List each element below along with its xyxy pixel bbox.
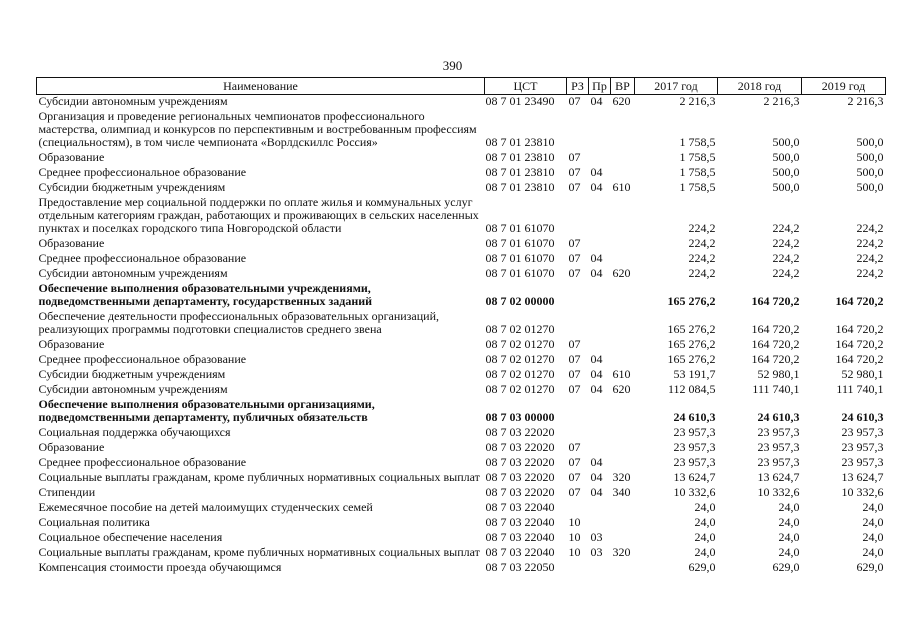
row-rz: 07 [568,150,581,164]
row-cst: 08 7 01 23810 [485,165,555,179]
row-vr: 610 [612,180,631,194]
header-rz: РЗ [567,78,589,95]
row-vr [611,353,635,368]
row-value-2018: 24,0 [778,545,800,559]
row-cst: 08 7 02 01270 [485,352,555,366]
row-value-2018: 10 332,6 [757,485,800,499]
row-value-2018: 111 740,1 [752,382,800,396]
row-rz: 07 [568,485,581,499]
row-cst: 08 7 02 01270 [485,322,555,336]
row-value-2017: 23 957,3 [673,440,716,454]
row-cst: 08 7 01 23810 [485,135,555,149]
table-row [37,516,886,531]
row-value-2018: 2 216,3 [763,94,800,108]
row-rz: 07 [568,251,581,265]
header-cst: ЦСТ [485,78,567,95]
row-pr [589,151,611,166]
row-cst: 08 7 03 22040 [485,545,555,559]
row-pr: 04 [590,352,603,366]
row-value-2018: 164 720,2 [751,322,800,336]
row-value-2017: 112 084,5 [667,382,716,396]
row-pr [589,516,611,531]
table-row [37,456,886,471]
row-value-2019: 224,2 [856,221,884,235]
row-rz: 10 [568,530,581,544]
row-value-2019: 224,2 [856,236,884,250]
row-value-2019: 2 216,3 [847,94,884,108]
table-row [37,181,886,196]
table-row [37,282,886,310]
row-value-2017: 224,2 [688,236,716,250]
row-vr [611,456,635,471]
header-vr: ВР [611,78,635,95]
row-pr: 04 [590,485,603,499]
row-value-2018: 224,2 [772,251,800,265]
row-value-2019: 24,0 [862,530,884,544]
table-row [37,486,886,501]
row-value-2018: 164 720,2 [751,352,800,366]
row-vr [611,252,635,267]
row-name: Субсидии автономным учреждениям [38,266,228,280]
row-name: Образование [38,236,105,250]
table-row [37,237,886,252]
row-rz: 10 [568,515,581,529]
row-cst: 08 7 03 22020 [485,455,555,469]
table-row [37,151,886,166]
row-name: Ежемесячное пособие на детей малоимущих студенческих семей [38,500,373,514]
row-pr [589,196,611,237]
row-rz: 07 [568,440,581,454]
row-pr [589,237,611,252]
row-cst: 08 7 01 23490 [485,94,555,108]
row-value-2019: 629,0 [856,560,884,574]
row-value-2019: 500,0 [856,165,884,179]
table-row [37,338,886,353]
header-2018: 2018 год [718,78,802,95]
row-cst: 08 7 01 61070 [485,221,555,235]
row-name: Образование [38,150,105,164]
row-pr: 03 [590,530,603,544]
row-name: Субсидии автономным учреждениям [38,94,228,108]
row-value-2017: 24,0 [694,530,716,544]
row-value-2017: 165 276,2 [667,352,716,366]
row-rz [567,398,589,426]
row-value-2019: 111 740,1 [836,382,884,396]
row-vr [611,426,635,441]
row-cst: 08 7 02 01270 [485,382,555,396]
row-vr: 340 [612,485,631,499]
table-row [37,471,886,486]
row-name: Среднее профессиональное образование [38,352,247,366]
row-name: Социальная поддержка обучающихся [38,425,231,439]
row-value-2019: 24,0 [862,545,884,559]
row-value-2019: 24,0 [862,500,884,514]
row-pr: 04 [590,94,603,108]
row-value-2019: 164 720,2 [835,337,884,351]
row-cst: 08 7 01 61070 [485,251,555,265]
row-value-2017: 1 758,5 [679,180,716,194]
row-value-2017: 165 276,2 [667,337,716,351]
row-value-2018: 23 957,3 [757,425,800,439]
row-value-2017: 24,0 [694,500,716,514]
row-value-2017: 23 957,3 [673,425,716,439]
header-pr: Пр [589,78,611,95]
table-row [37,383,886,398]
row-pr [589,501,611,516]
row-value-2019: 52 980,1 [841,367,884,381]
row-vr: 620 [612,266,631,280]
row-rz: 10 [568,545,581,559]
row-vr [611,531,635,546]
row-value-2019: 23 957,3 [841,440,884,454]
table-row [37,426,886,441]
row-value-2018: 13 624,7 [757,470,800,484]
row-value-2019: 13 624,7 [841,470,884,484]
row-name: Образование [38,440,105,454]
row-value-2019: 500,0 [856,180,884,194]
row-value-2018: 500,0 [772,180,800,194]
row-value-2019: 10 332,6 [841,485,884,499]
row-rz: 07 [568,266,581,280]
row-value-2017: 224,2 [688,251,716,265]
table-row [37,110,886,151]
row-cst: 08 7 03 22020 [485,425,555,439]
row-name: Образование [38,337,105,351]
row-value-2017: 1 758,5 [679,150,716,164]
row-value-2018: 224,2 [772,266,800,280]
row-pr: 04 [590,180,603,194]
row-name: Среднее профессиональное образование [38,165,247,179]
row-value-2019: 500,0 [856,135,884,149]
row-rz [567,110,589,151]
row-rz: 07 [568,165,581,179]
row-cst: 08 7 03 22020 [485,470,555,484]
row-pr [589,426,611,441]
row-value-2017: 224,2 [688,266,716,280]
table-row [37,353,886,368]
row-cst: 08 7 02 01270 [485,337,555,351]
row-value-2017: 24,0 [694,545,716,559]
row-rz [567,282,589,310]
row-name: Социальное обеспечение населения [38,530,223,544]
row-value-2018: 164 720,2 [751,337,800,351]
row-value-2017: 23 957,3 [673,455,716,469]
table-row [37,95,886,111]
row-value-2018: 24 610,3 [757,410,800,424]
row-rz [567,501,589,516]
row-pr [589,338,611,353]
row-pr [589,398,611,426]
table-row [37,501,886,516]
row-rz [567,196,589,237]
row-cst: 08 7 03 22050 [485,560,555,574]
row-value-2018: 24,0 [778,515,800,529]
row-vr [611,196,635,237]
row-vr: 620 [612,94,631,108]
row-pr [589,561,611,576]
table-body [37,95,886,577]
row-pr: 04 [590,266,603,280]
row-pr [589,441,611,456]
row-cst: 08 7 01 23810 [485,150,555,164]
row-rz: 07 [568,470,581,484]
row-value-2018: 629,0 [772,560,800,574]
row-name: Субсидии бюджетным учреждениям [38,367,226,381]
table-row [37,441,886,456]
row-rz [567,426,589,441]
table-row [37,546,886,561]
table-row [37,368,886,383]
row-value-2017: 224,2 [688,221,716,235]
row-name: Социальные выплаты гражданам, кроме публичных нормативных социальных выплат [38,470,480,484]
row-value-2018: 24,0 [778,500,800,514]
row-vr [611,166,635,181]
row-cst: 08 7 01 61070 [485,236,555,250]
row-rz [567,561,589,576]
row-value-2018: 500,0 [772,165,800,179]
row-name: Организация и проведение региональных чемпионатов профессионального мастерства, олимпиад и конкурсов по перспективным и востребованным профессиям (специальностям), в том числе чемпионата «Ворлдскиллс Россия» [38,109,477,149]
row-pr [589,310,611,338]
row-vr: 320 [612,470,631,484]
row-vr [611,561,635,576]
row-value-2018: 24,0 [778,530,800,544]
table-row [37,561,886,576]
row-rz: 07 [568,236,581,250]
row-value-2017: 53 191,7 [673,367,716,381]
row-value-2019: 24,0 [862,515,884,529]
row-name: Обеспечение выполнения образовательными учреждениями, подведомственными департаменту, государственных заданий [38,281,373,308]
row-value-2017: 10 332,6 [673,485,716,499]
row-pr [589,282,611,310]
budget-table [36,77,886,576]
row-cst: 08 7 03 22040 [485,500,555,514]
row-vr [611,516,635,531]
row-value-2019: 224,2 [856,266,884,280]
row-cst: 08 7 03 22020 [485,485,555,499]
row-name: Социальная политика [38,515,150,529]
row-name: Обеспечение выполнения образовательными организациями, подведомственными департаменту, публичных обязательств [38,397,375,424]
row-pr: 04 [590,251,603,265]
row-vr [611,282,635,310]
row-value-2019: 500,0 [856,150,884,164]
row-value-2017: 1 758,5 [679,135,716,149]
row-rz: 07 [568,382,581,396]
row-name: Стипендии [38,485,96,499]
row-name: Среднее профессиональное образование [38,455,247,469]
row-pr: 04 [590,470,603,484]
row-pr [589,110,611,151]
row-rz: 07 [568,367,581,381]
row-vr: 320 [612,545,631,559]
row-value-2018: 23 957,3 [757,455,800,469]
row-value-2019: 164 720,2 [835,322,884,336]
row-name: Обеспечение деятельности профессиональных образовательных организаций, реализующих программы подготовки специалистов среднего звена [38,309,439,336]
row-pr: 04 [590,382,603,396]
row-value-2018: 500,0 [772,135,800,149]
row-vr [611,110,635,151]
row-pr: 03 [590,545,603,559]
row-vr [611,237,635,252]
row-pr: 04 [590,165,603,179]
row-vr: 610 [612,367,631,381]
row-value-2017: 13 624,7 [673,470,716,484]
row-cst: 08 7 01 61070 [485,266,555,280]
row-vr [611,151,635,166]
row-value-2017: 1 758,5 [679,165,716,179]
row-vr: 620 [612,382,631,396]
row-value-2017: 165 276,2 [667,322,716,336]
row-vr [611,441,635,456]
row-rz: 07 [568,94,581,108]
row-vr [611,501,635,516]
row-name: Компенсация стоимости проезда обучающимся [38,560,282,574]
row-value-2018: 52 980,1 [757,367,800,381]
row-value-2018: 224,2 [772,221,800,235]
table-header [37,78,886,95]
row-value-2018: 164 720,2 [751,294,800,308]
row-name: Социальные выплаты гражданам, кроме публичных нормативных социальных выплат [38,545,480,559]
row-value-2018: 23 957,3 [757,440,800,454]
row-value-2018: 500,0 [772,150,800,164]
row-cst: 08 7 03 22040 [485,515,555,529]
row-value-2017: 24,0 [694,515,716,529]
row-cst: 08 7 02 01270 [485,367,555,381]
table-row [37,531,886,546]
row-value-2017: 629,0 [688,560,716,574]
row-value-2019: 164 720,2 [835,352,884,366]
row-rz [567,310,589,338]
row-cst: 08 7 02 00000 [485,294,555,308]
row-value-2018: 224,2 [772,236,800,250]
table-row [37,252,886,267]
row-rz: 07 [568,352,581,366]
row-pr: 04 [590,367,603,381]
row-value-2017: 165 276,2 [667,294,716,308]
row-value-2019: 224,2 [856,251,884,265]
page-number: 390 [442,58,463,73]
row-cst: 08 7 03 22040 [485,530,555,544]
table-row [37,310,886,338]
row-value-2017: 2 216,3 [679,94,716,108]
row-cst: 08 7 01 23810 [485,180,555,194]
row-value-2019: 164 720,2 [835,294,884,308]
row-vr [611,338,635,353]
table-row [37,196,886,237]
row-rz: 07 [568,455,581,469]
row-value-2019: 23 957,3 [841,425,884,439]
row-vr [611,398,635,426]
row-cst: 08 7 03 00000 [485,410,555,424]
row-pr: 04 [590,455,603,469]
header-2017: 2017 год [635,78,718,95]
row-rz: 07 [568,337,581,351]
table-row [37,398,886,426]
row-name: Предоставление мер социальной поддержки по оплате жилья и коммунальных услуг отдельным категориям граждан, работающих и проживающих в сельских населенных пунктах и поселках городского типа Новгородской области [38,195,479,235]
row-value-2017: 24 610,3 [673,410,716,424]
row-name: Субсидии бюджетным учреждениям [38,180,226,194]
table-row [37,267,886,282]
row-name: Субсидии автономным учреждениям [38,382,228,396]
header-name: Наименование [37,78,485,95]
row-rz: 07 [568,180,581,194]
row-value-2019: 24 610,3 [841,410,884,424]
row-cst: 08 7 03 22020 [485,440,555,454]
table-row [37,166,886,181]
row-vr [611,310,635,338]
row-name: Среднее профессиональное образование [38,251,247,265]
row-value-2019: 23 957,3 [841,455,884,469]
header-2019: 2019 год [802,78,886,95]
